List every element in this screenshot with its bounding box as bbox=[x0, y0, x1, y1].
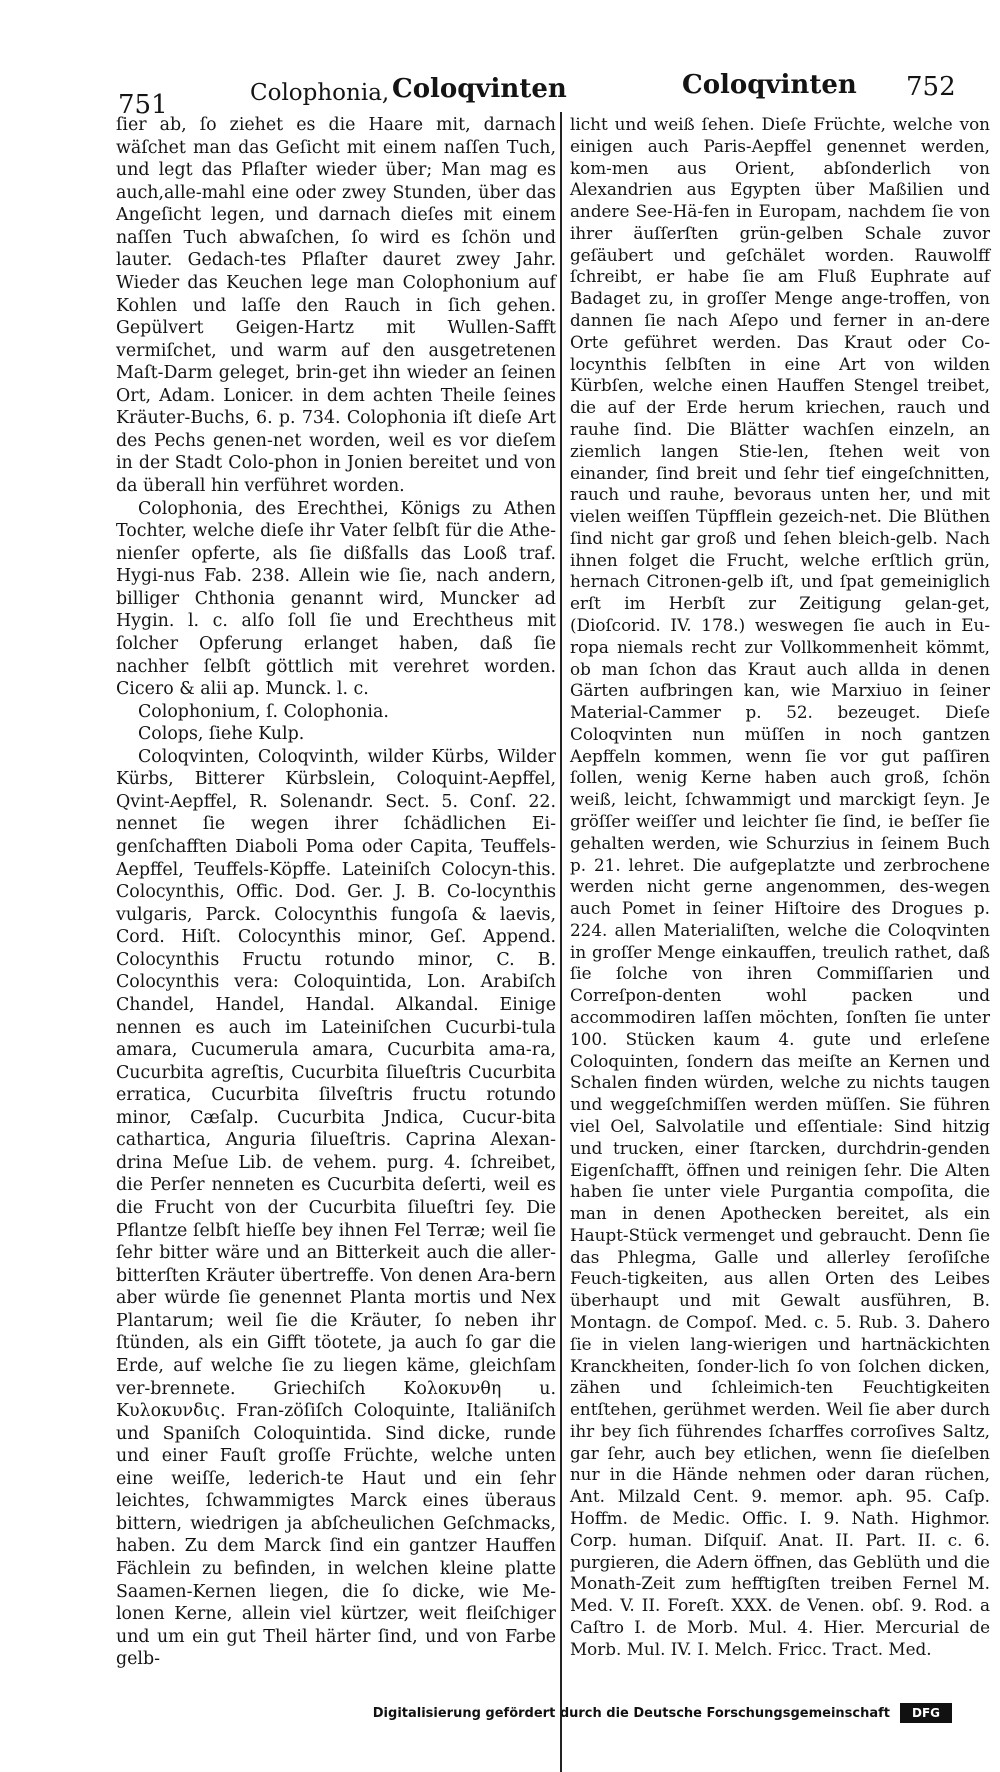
left-paragraph: ſier ab, ſo ziehet es die Haare mit, darnach wäſchet man das Geſicht mit einem naſſen Tuch, und legt das Pflaſter wieder über; Man mag es auch,alle-mahl eine oder zwey Stunden, über das Angeſicht legen, und darnach dieſes mit einem naſſen Tuch abwaſchen, ſo wird es ſchön und lauter. Gedach-tes Pflaſter dauret zwey Jahr. Wieder das Keuchen lege man Colophonium auf Kohlen und laſſe den Rauch in ſich gehen. Gepülvert Geigen-Hartz mit Wullen-Safft vermiſchet, und warm auf den ausgetretenen Maſt-Darm geleget, brin-get ihn wieder an ſeinen Ort, Adam. Lonicer. in dem achten Theile ſeines Kräuter-Buchs, 6. p. 734. Colophonia iſt dieſe Art des Pechs genen-net worden, weil es vor dieſem in der Stadt Colo-phon in Jonien bereitet und von da überall hin verführet worden. bbox=[116, 115, 556, 496]
right-paragraph: licht und weiß ſehen. Dieſe Früchte, welche von einigen auch Paris-Aepffel genennet werden, kom-men aus Orient, abſonderlich von Alexandrien aus Egypten über Maßilien und andere See-Hä-fen in Europam, nachdem ſie von ihrer äuſſerſten grün-gelben Schale zuvor geſäubert und geſchälet worden. Rauwolff ſchreibt, er habe ſie am Fluß Euphrate auf Badaget zu, in groſſer Menge ange-troffen, von dannen ſie nach Aſepo und ferner in an-dere Orte geführet werden. Das Kraut oder Co-locynthis ſelbſten in eine Art von wilden Kürbſen, welche einen Hauffen Stengel treibet, die auf der Erde herum kriechen, rauch und rauhe ſind. Die Blätter wachſen einzeln, an ziemlich langen Stie-len, ſtehen weit von einander, ſind breit und ſehr tief eingeſchnitten, rauch und rauhe, bevoraus unten her, und mit vielen weiſſen Tüpfflein gezeich-net. Die Blüthen ſind nicht gar groß und ſehen bleich-gelb. Nach ihnen folget die Frucht, welche erſtlich grün, hernach Citronen-gelb iſt, und ſpat gemeiniglich erſt im Herbſt zur Zeitigung gelan-get, (Dioſcorid. IV. 178.) weswegen ſie auch in Eu-ropa niemals recht zur Vollkommenheit kömmt, ob man ſchon das Kraut auch allda in denen Gärten aufbringen kan, wie Marxiuo in ſeiner Material-Cammer p. 52. bezeuget. Dieſe Coloqvinten nun müſſen in noch gantzen Aepffeln kommen, wenn ſie vor gut paſſiren ſollen, wenig Kerne haben auch groß, ſchön weiß, leicht, ſchwammigt und marckigt ſeyn. Je gröſſer weiſſer und leichter ſie ſind, ie beſſer ſie gehalten werden, wie Schurzius in ſeinem Buch p. 21. lehret. Die aufgeplatzte und zerbrochene werden nicht gerne angenommen, des-wegen auch Pomet in ſeiner Hiſtoire des Drogues p. 224. allen Materialiſten, welche die Coloqvinten in groſſer Menge einkauffen, treulich rathet, daß ſie ſolche von ihren Commiſſarien und Correſpon-denten wohl packen und accommodiren laſſen möchten, ſonſten ſie unter 100. Stücken kaum 4. gute und erleſene Coloquinten, ſondern das meiſte an Kernen und Schalen finden würden, welche zu nichts taugen und weggeſchmiſſen werden müſſen. Sie führen viel Oel, Salvolatile und eſſentiale: Sind hitzig und trucken, einer ſtarcken, durchdrin-genden Eigenſchafft, öffnen und reinigen ſehr. Die Alten haben ſie unter viele Purgantia compoſita, die man in denen Apothecken bereitet, als ein Haupt-Stück vermenget und gebraucht. Denn ſie das Phlegma, Galle und allerley ſeroſiſche Feuch-tigkeiten, aus allen Orten des Leibes überhaupt und mit Gewalt ausführen, B. Montagn. de Compoſ. Med. c. 5. Rub. 3. Dahero ſie in vielen lang-wierigen und hartnäckichten Kranckheiten, ſonder-lich ſo von ſolchen dicken, zähen und ſchleimich-ten Feuchtigkeiten entſtehen, gerühmet werden. Weil ſie aber durch ihr bey ſich führendes ſcharffes corroſives Saltz, gar ſehr, auch bey etlichen, wenn ſie dieſelben nur in die Hände nehmen oder daran rüchen, Ant. Milzald Cent. 9. memor. aph. 95. Caſp. Hoffm. de Medic. Offic. I. 9. Nath. Highmor. Corp. human. Diſquiſ. Anat. II. Part. II. c. 6. purgieren, die Adern öffnen, das Geblüth und die Monath-Zeit zum hefftigſten treiben Fernel M. Med. V. II. Foreſt. XXX. de Venen. obſ. 9. Rod. a Caſtro I. de Morb. Mul. 4. Hier. Mercurial de Morb. Mul. IV. I. Melch. Fricc. Tract. Med. bbox=[570, 114, 990, 1659]
digitization-credit: Digitalisierung gefördert durch die Deutsche Forschungsgemeinschaft bbox=[372, 1706, 890, 1721]
left-running-title: Coloqvinten bbox=[392, 74, 567, 104]
right-page-number: 752 bbox=[906, 72, 956, 102]
left-paragraph: Colophonium, ſ. Colophonia. bbox=[138, 701, 389, 722]
left-page-number: 751 bbox=[118, 90, 168, 120]
right-column bbox=[570, 114, 990, 1660]
left-paragraph: Colops, ſiehe Kulp. bbox=[138, 724, 305, 745]
left-column bbox=[116, 114, 556, 1671]
left-paragraph: Colophonia, des Erechthei, Königs zu Athen Tochter, welche dieſe ihr Vater ſelbſt für die Athe-nienſer opferte, als ſie dißfalls das Looß traf. Hygi-nus Fab. 238. Allein wie ſie, nach andern, billiger Chthonia genannt wird, Muncker ad Hygin. l. c. alſo ſoll ſie und Erechtheus mit ſolcher Opferung erlanget haben, daß ſie nachher ſelbſt göttlich mit verehret worden. Cicero & alii ap. Munck. l. c. bbox=[116, 498, 556, 700]
column-divider bbox=[560, 112, 562, 1772]
left-paragraph: Coloqvinten, Coloqvinth, wilder Kürbs, Wilder Kürbs, Bitterer Kürbslein, Coloquint-Aepffel, Qvint-Aepffel, R. Solenandr. Sect. 5. Conſ. 22. nennet ſie wegen ihrer ſchädlichen Ei-genſchafften Diaboli Poma oder Capita, Teuffels-Aepffel, Teuffels-Köpffe. Lateiniſch Colocyn-this. Colocynthis, Offic. Dod. Ger. J. B. Co-locynthis vulgaris, Parck. Colocynthis fungoſa & laevis, Cord. Hiſt. Colocynthis minor, Geſ. Append. Colocynthis Fructu rotundo minor, C. B. Colocynthis vera: Coloquintida, Lon. Arabiſch Chandel, Handel, Handal. Alkandal. Einige nennen es auch im Lateiniſchen Cucurbi-tula amara, Cucumerula amara, Cucurbita ama-ra, Cucurbita agreſtis, Cucurbita ſilueſtris Cucurbita erratica, Cucurbita ſilveſtris fructu rotundo minor, Cæſalp. Cucurbita Jndica, Cucur-bita cathartica, Anguria ſilueſtris. Caprina Alexan-drina Meſue Lib. de vehem. purg. 4. ſchreibet, die Perſer nenneten es Cucurbita deſerti, weil es die Frucht von der Cucurbita ſilueſtri ſey. Die Pflantze ſelbſt hieſſe bey ihnen Fel Terræ; weil ſie ſehr bitter wäre und an Bitterkeit auch die aller-bitterſten Kräuter übertreffe. Von denen Ara-bern aber würde ſie genennet Planta mortis und Nex Plantarum; weil ſie die Kräuter, ſo neben ihr ſtünden, als ein Gifft töotete, ja auch ſo gar die Erde, auf welche ſie zu liegen käme, gleichſam ver-brennete. Griechiſch Κολοκυνθη u. Κυλοκυνδις. Fran-zöſiſch Coloquinte, Italiäniſch und Spaniſch Coloquintida. Sind dicke, runde und einer Fauſt groſſe Früchte, welche unten eine weiſſe, lederich-te Haut und ein ſehr leichtes, ſchwammigtes Marck eines überaus bittern, wiedrigen ja abſcheulichen Geſchmacks, haben. Zu dem Marck ſind ein gantzer Hauffen Fächlein zu befinden, in welchen kleine platte Saamen-Kernen liegen, die ſo dicke, wie Me-lonen Kerne, allein viel kürtzer, weit fleiſchiger und um ein gut Theil härter ſind, und von Farbe gelb- bbox=[116, 746, 556, 1670]
left-catchword: Colophonia, bbox=[250, 80, 390, 106]
dfg-logo: DFG bbox=[900, 1703, 952, 1723]
right-running-title: Coloqvinten bbox=[682, 70, 857, 100]
